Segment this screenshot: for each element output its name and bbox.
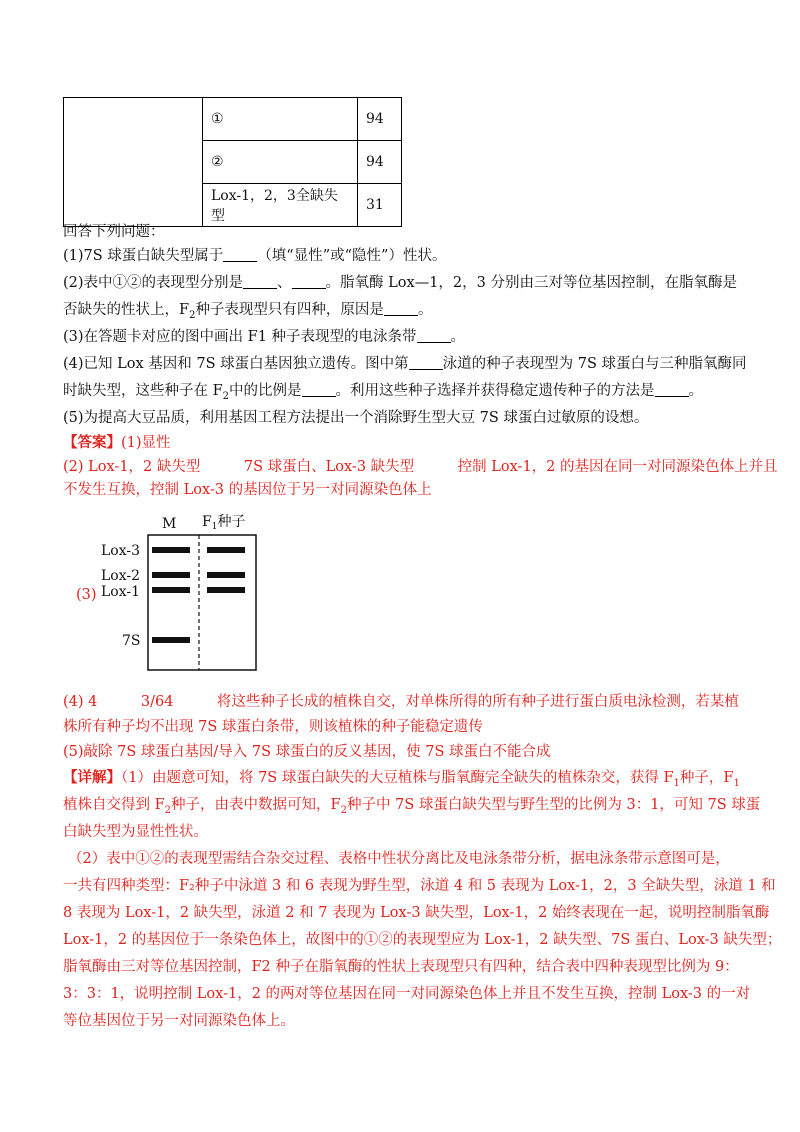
q4-text: 泳道的种子表现型为 7S 球蛋白与三种脂氧酶同: [442, 356, 747, 372]
subscript: 1: [673, 777, 680, 789]
electrophoresis-svg: [100, 508, 270, 673]
band-label-lox3: Lox-3: [101, 543, 141, 559]
explain-1-line-2: [63, 795, 760, 821]
answer-blank: [243, 274, 277, 289]
q1-text: （填“显性”或“隐性”）性状。: [257, 248, 447, 264]
lane-label-m: M: [162, 516, 177, 532]
explain-1-line-1: [63, 768, 740, 794]
electrophoresis-figure: [100, 508, 270, 673]
q4-text: 时缺失型，这些种子在 F: [63, 383, 223, 399]
answer-5: (5)敲除 7S 球蛋白基因/导入 7S 球蛋白的反义基因，使 7S 球蛋白不能合成: [63, 744, 551, 760]
question-4-line-1: [63, 354, 747, 374]
explain-2-line-6: 3：3：1，说明控制 Lox-1，2 的两对等位基因在同一对同源染色体上并且不发生互换，控制 Lox-3 的一对: [63, 986, 751, 1002]
answer-blank: [384, 301, 418, 316]
question-2-line-2: [63, 300, 432, 326]
subscript: 2: [222, 390, 230, 402]
band-m-7s: [152, 637, 190, 643]
question-1: [63, 246, 446, 266]
lane-label-f1: $F_1$种子: [202, 514, 246, 532]
subscript: 2: [189, 309, 196, 321]
answer-4-line-2: 株所有种子均不出现 7S 球蛋白条带，则该植株的种子能稳定遗传: [63, 719, 483, 735]
answer-blank: [409, 355, 443, 370]
explain-text: 植株自交得到 F: [63, 797, 165, 813]
explain-2-line-3: 8 表现为 Lox-1，2 缺失型，泳道 2 和 7 表现为 Lox-3 缺失型，Lox-1，2 始终表现在一起，说明控制脂氧酶: [63, 905, 770, 921]
explain-text: 种子，由表中数据可知，F: [171, 797, 341, 813]
table-cell-count: 94: [358, 98, 402, 141]
explain-2-line-5: 脂氧酶由三对等位基因控制，F2 种子在脂氧酶的性状上表现型只有四种，结合表中四种表现型比例为 9：: [63, 959, 739, 975]
subscript: 2: [164, 804, 172, 816]
answer-blank: [655, 382, 689, 397]
answer-blank: [223, 247, 257, 262]
q4-text: 中的比例是: [229, 383, 302, 399]
answer-4-line-1: (4) 4 3/64 将这些种子长成的植株自交，对单株所得的所有种子进行蛋白质电泳检测，若某植: [63, 694, 739, 710]
answer-text: (1)显性: [121, 435, 171, 451]
q4-text: 。: [688, 383, 704, 399]
question-2-line-1: [63, 273, 737, 293]
band-m-lox2: [152, 572, 190, 578]
answer-label: 【答案】: [63, 434, 121, 451]
table-cell-phenotype: Lox-1，2，3全缺失型: [203, 184, 358, 227]
answer-blank: [302, 382, 336, 397]
q2-text: (2)表中①②的表现型分别是: [63, 275, 244, 291]
band-f1-lox2: [207, 572, 245, 578]
question-3: [63, 327, 465, 347]
q3-text: 。: [450, 329, 466, 345]
band-m-lox1: [152, 587, 190, 593]
explain-2-line-2: 一共有四种类型：F₂种子中泳道 3 和 6 表现为野生型，泳道 4 和 5 表现为 Lox-1，2，3 全缺失型，泳道 1 和: [63, 878, 776, 894]
answer-2-line-1: (2) Lox-1，2 缺失型 7S 球蛋白、Lox-3 缺失型 控制 Lox-1，2 的基因在同一对同源染色体上并且: [63, 459, 778, 475]
table-cell-count: 94: [358, 141, 402, 184]
answer-3-label: (3): [76, 587, 97, 603]
band-label-7s: 7S: [122, 633, 141, 649]
q2-text: 。脂氧酶 Lox—1，2，3 分别由三对等位基因控制，在脂氧酶是: [325, 275, 737, 291]
subscript: 2: [340, 804, 347, 816]
band-label-lox1: Lox-1: [101, 584, 141, 600]
explain-2-line-4: Lox-1，2 的基因位于一条染色体上，故图中的①②的表现型应为 Lox-1，2 缺失型、7S 蛋白、Lox-3 缺失型；: [63, 932, 782, 948]
answer-blank: [292, 274, 326, 289]
q1-text: (1)7S 球蛋白缺失型属于: [63, 248, 224, 264]
subscript: 1: [733, 777, 740, 789]
band-m-lox3: [152, 547, 190, 553]
band-label-lox2: Lox-2: [101, 568, 141, 584]
explain-text: 种子中 7S 球蛋白缺失型与野生型的比例为 3：1，可知 7S 球蛋: [346, 797, 761, 813]
explain-label: 【详解】: [63, 769, 121, 786]
band-f1-lox3: [207, 547, 245, 553]
explain-2-line-1: （2）表中①②的表现型需结合杂交过程、表格中性状分离比及电泳条带分析，据电泳条带示意图可是，: [68, 851, 730, 867]
result-table: [63, 97, 402, 227]
table-cell-count: 31: [358, 184, 402, 227]
answer-2-line-2: 不发生互换，控制 Lox-3 的基因位于另一对同源染色体上: [63, 482, 432, 498]
q2-text: 种子表现型只有四种，原因是: [195, 302, 384, 318]
question-4-line-2: [63, 381, 703, 407]
table-cell-phenotype: ②: [203, 141, 358, 184]
answer-1: [63, 433, 171, 453]
explain-2-line-7: 等位基因位于另一对同源染色体上。: [63, 1013, 295, 1029]
q2-text: 、: [277, 275, 292, 291]
table-cell-empty: [64, 98, 203, 227]
question-5: (5)为提高大豆品质，利用基因工程方法提出一个消除野生型大豆 7S 球蛋白过敏原的设想。: [63, 410, 649, 426]
questions-intro: 回答下列问题：: [63, 224, 165, 240]
answer-blank: [417, 328, 451, 343]
q4-text: (4)已知 Lox 基因和 7S 球蛋白基因独立遗传。图中第: [63, 356, 409, 372]
q3-text: (3)在答题卡对应的图中画出 F1 种子表现型的电泳条带: [63, 329, 417, 345]
q2-text: 否缺失的性状上，F: [63, 302, 190, 318]
q4-text: 。利用这些种子选择并获得稳定遗传种子的方法是: [335, 383, 655, 399]
explain-text: 种子，F: [679, 770, 734, 786]
table-cell-phenotype: ①: [203, 98, 358, 141]
table-row: [64, 98, 402, 141]
explain-text: （1）由题意可知，将 7S 球蛋白缺失的大豆植株与脂氧酶完全缺失的植株杂交，获得 F: [121, 770, 674, 786]
q2-text: 。: [417, 302, 433, 318]
explain-1-line-3: 白缺失型为显性性状。: [63, 824, 208, 840]
band-f1-lox1: [207, 587, 245, 593]
gel-frame: [148, 535, 256, 670]
